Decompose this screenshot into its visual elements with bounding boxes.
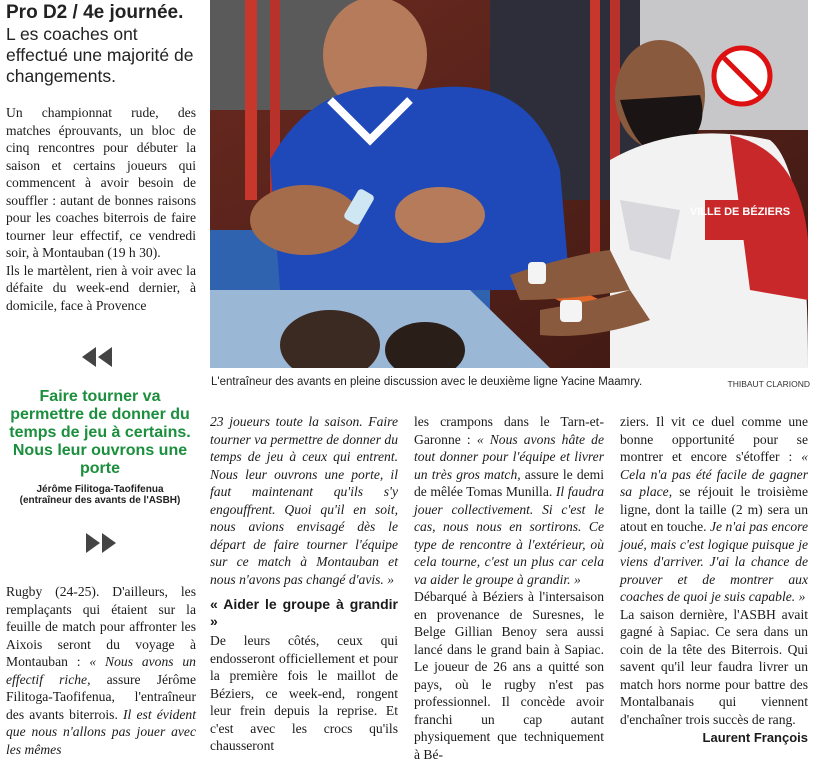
lede: L es coaches ont effectué une majorité de changements. — [6, 24, 194, 86]
article-column-3 — [414, 413, 604, 763]
quote-run: Il est évident que nous n'allons pas jouer avec les mêmes — [6, 706, 196, 757]
article-column-1 — [6, 104, 196, 314]
text-run: se réjouit le troisième ligne, dont la taille (2 m) sera un atout en touche. — [620, 484, 808, 534]
article-paragraph: La saison dernière, l'ASBH avait gagné à Sapiac. Ce sera dans un coin de la tête des Biterrois. Qui savent qu'il leur faudra livrer un match hors norme pour battre des Montalbanais qui viennent d'enchaîner trois succès de rang. — [620, 606, 808, 727]
article-subhead: « Aider le groupe à grandir » — [210, 596, 398, 629]
text-run: Rugby (24-25). D'ailleurs, les remplaçants qui étaient sur la feuille de match pour affronter les Aixois seront du voyage à Montauban : — [6, 584, 196, 669]
article-paragraph: De leurs côtés, ceux qui endosseront officiellement et pour la première fois le maillot de Béziers, ce week-end, rongent leur frein depuis la reprise. Et c'est avec les crocs qu'ils chausseront — [210, 633, 398, 753]
quote-run: « Nous avons un effectif riche, — [6, 654, 196, 687]
article-paragraph: Ils le martèlent, rien à voir avec la défaite du week-end dernier, à domicile, face à Provence — [6, 262, 196, 313]
article-column-1-bottom — [6, 583, 196, 758]
quote-run: « Nous avons hâte de tout donner pour l'équipe et livrer un très gros match, — [414, 431, 604, 482]
photo-caption: L'entraîneur des avants en pleine discussion avec le deuxième ligne Yacine Maamry. — [211, 376, 643, 388]
pull-quote-role: (entraîneur des avants de l'ASBH) — [19, 495, 181, 506]
article-paragraph: Débarqué à Béziers à l'intersaison en provenance de Suresnes, le Belge Gillian Benoy sera aussi lancé dans le grand bain à Sapiac. Le joueur de 26 ans a quitté son pays, où le rugby n'est pas professionnel. Il concède avoir franchi un cap autant physiquement que techniquement à Bé- — [414, 589, 604, 762]
article-paragraph: Un championnat rude, des matches éprouvants, un bloc de cinq rencontres pour débuter la saison et certains joueurs qui commencent à avoir besoin de souffler : autant de bonnes raisons pour les coaches biterrois de faire tourner leur effectif, ce vendredi soir, à Montauban (19 h 30). — [6, 105, 196, 260]
open-quote-icon — [78, 343, 118, 376]
quote-run: Il faudra jouer collectivement. Si c'est le cas, nous nous en sortirons. Ce type de rencontre à l'extérieur, où cela tourne, c'est un plus car cela va aider le groupe à grandir. » — [414, 484, 604, 587]
author-signature: Laurent François — [702, 730, 808, 745]
jersey-text: VILLE DE BÉZIERS — [689, 206, 791, 218]
text-run: assure Jérôme Filitoga-Taofifenua, l'entraîneur des avants biterrois. — [6, 671, 196, 722]
pull-quote — [4, 388, 196, 506]
quote-run: 23 joueurs toute la saison. Faire tourner va permettre de donner du temps de jeu à ceux qui entrent. Nous leur ouvrons une porte, il faut maintenant qu'ils s'y engouffrent. Quoi qu'il en soit, nous avions envisagé dès le départ de faire tourner l'équipe sur ce match à Montauban et nous n'avons pas changé d'avis. » — [210, 414, 398, 587]
section-title: Pro D2 / 4e journée. — [6, 2, 184, 23]
text-run: assure le demi de mêlée Tomas Munilla. — [414, 466, 604, 499]
pull-quote-text: Faire tourner va permettre de donner du temps de jeu à certains. Nous leur ouvrons une porte — [9, 388, 191, 477]
article-photo — [210, 0, 808, 368]
photo-credit: THIBAUT CLARIOND — [727, 379, 810, 389]
text-run: les crampons dans le Tarn-et-Garonne : — [414, 414, 604, 447]
quote-run: Je n'ai pas encore joué, mais c'est logique puisque je viens d'arriver. J'ai la chance de prouver et de montrer aux coaches de quoi je suis capable. » — [620, 519, 808, 604]
close-quote-icon — [80, 529, 120, 562]
article-column-4 — [620, 413, 808, 747]
text-run: ziers. Il vit ce duel comme une bonne opportunité pour se montrer et encore s'étoffer : — [620, 414, 808, 464]
quote-run: « Cela n'a pas été facile de gagner sa place, — [620, 449, 808, 499]
article-column-2 — [210, 413, 398, 755]
pull-quote-author: Jérôme Filitoga-Taofifenua — [36, 484, 164, 495]
